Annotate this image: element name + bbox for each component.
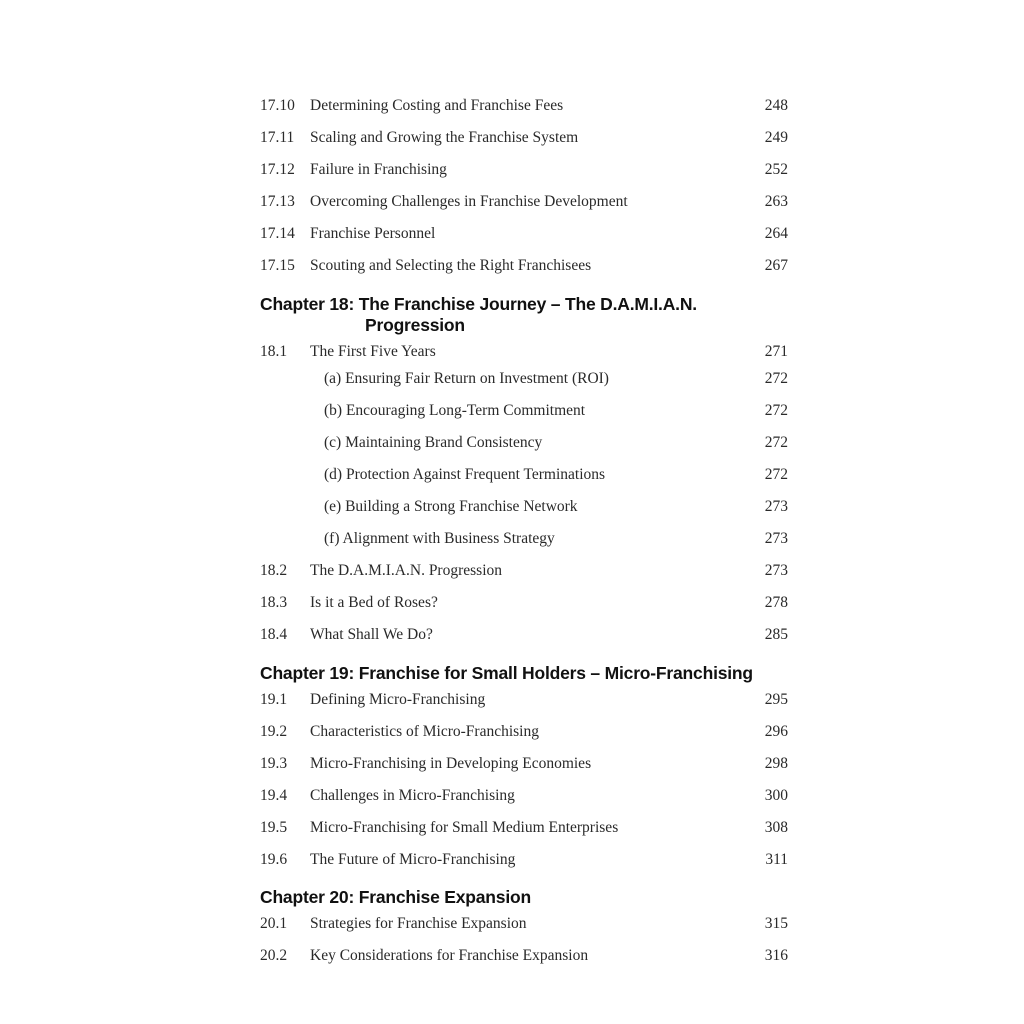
entry-page: 296 [764,723,788,740]
entry-title: Micro-Franchising in Developing Economies [310,755,592,772]
toc-subentry[interactable] [260,495,788,519]
entry-title: What Shall We Do? [310,626,433,643]
chapter-18-heading[interactable] [260,294,800,336]
entry-page: 298 [764,755,788,772]
entry-page: 267 [764,257,788,274]
chapter-19-heading[interactable]: Chapter 19: Franchise for Small Holders – Micro-Franchising [260,663,753,683]
toc-subentry[interactable] [260,463,788,487]
entry-page: 295 [764,691,788,708]
toc-subentry[interactable] [260,367,788,391]
entry-number: 18.3 [260,594,288,611]
entry-page: 272 [764,402,788,419]
toc-entry[interactable] [260,623,788,647]
entry-title: Scaling and Growing the Franchise System [310,129,579,146]
subentry-title: (a) Ensuring Fair Return on Investment (ROI) [324,370,609,387]
chapter-heading-line2: Progression [365,315,465,335]
entry-title: The D.A.M.I.A.N. Progression [310,562,503,579]
toc-entry[interactable] [260,222,788,246]
subentry-title: (b) Encouraging Long-Term Commitment [324,402,586,419]
toc-entry[interactable] [260,190,788,214]
entry-title: Scouting and Selecting the Right Franchisees [310,257,592,274]
entry-number: 17.12 [260,161,295,178]
entry-number: 17.13 [260,193,295,210]
entry-number: 17.15 [260,257,295,274]
entry-title: Overcoming Challenges in Franchise Development [310,193,628,210]
entry-page: 252 [764,161,788,178]
entry-number: 19.6 [260,851,288,868]
entry-number: 20.1 [260,915,288,932]
entry-title: Characteristics of Micro-Franchising [310,723,539,740]
entry-title: The First Five Years [310,343,436,360]
entry-page: 273 [764,530,788,547]
toc-entry[interactable] [260,126,788,150]
toc-entry[interactable] [260,720,788,744]
entry-page: 273 [764,498,788,515]
entry-page: 248 [764,97,788,114]
entry-number: 19.1 [260,691,288,708]
toc-entry[interactable] [260,559,788,583]
toc-entry[interactable] [260,848,788,872]
toc-entry[interactable] [260,688,788,712]
entry-number: 18.1 [260,343,288,360]
entry-number: 19.5 [260,819,288,836]
chapter-20-heading[interactable]: Chapter 20: Franchise Expansion [260,887,531,907]
entry-page: 300 [764,787,788,804]
entry-number: 19.2 [260,723,288,740]
entry-page: 272 [764,370,788,387]
entry-number: 17.11 [260,129,295,146]
toc-entry[interactable] [260,340,788,364]
subentry-title: (c) Maintaining Brand Consistency [324,434,543,451]
entry-number: 19.3 [260,755,288,772]
entry-number: 18.4 [260,626,288,643]
entry-page: 272 [764,434,788,451]
entry-page: 263 [764,193,788,210]
entry-title: Failure in Franchising [310,161,447,178]
entry-page: 264 [764,225,788,242]
entry-title: Strategies for Franchise Expansion [310,915,527,932]
entry-title: Key Considerations for Franchise Expansion [310,947,589,964]
entry-page: 308 [764,819,788,836]
toc-entry[interactable] [260,752,788,776]
entry-title: Is it a Bed of Roses? [310,594,438,611]
toc-subentry[interactable] [260,399,788,423]
entry-number: 18.2 [260,562,288,579]
toc-entry[interactable] [260,158,788,182]
entry-page: 273 [764,562,788,579]
entry-title: Determining Costing and Franchise Fees [310,97,564,114]
entry-page: 285 [764,626,788,643]
toc-entry[interactable] [260,816,788,840]
chapter-heading-line1: Chapter 18: The Franchise Journey – The D.A.M.I.A.N. [260,294,697,314]
entry-page: 271 [764,343,788,360]
toc-entry[interactable] [260,254,788,278]
entry-number: 17.14 [260,225,295,242]
entry-number: 19.4 [260,787,288,804]
toc-entry[interactable] [260,784,788,808]
entry-page: 315 [764,915,788,932]
toc-entry[interactable] [260,591,788,615]
entry-number: 20.2 [260,947,288,964]
subentry-title: (f) Alignment with Business Strategy [324,530,555,547]
entry-title: Franchise Personnel [310,225,436,242]
entry-page: 249 [764,129,788,146]
entry-number: 17.10 [260,97,295,114]
toc-entry[interactable] [260,912,788,936]
toc-subentry[interactable] [260,527,788,551]
entry-title: The Future of Micro-Franchising [310,851,516,868]
entry-title: Defining Micro-Franchising [310,691,486,708]
entry-page: 272 [764,466,788,483]
entry-page: 316 [764,947,788,964]
entry-title: Micro-Franchising for Small Medium Enterprises [310,819,619,836]
entry-page: 311 [765,851,788,868]
subentry-title: (e) Building a Strong Franchise Network [324,498,578,515]
toc-entry[interactable] [260,94,788,118]
subentry-title: (d) Protection Against Frequent Terminations [324,466,606,483]
entry-title: Challenges in Micro-Franchising [310,787,515,804]
entry-page: 278 [764,594,788,611]
toc-entry[interactable] [260,944,788,968]
toc-subentry[interactable] [260,431,788,455]
